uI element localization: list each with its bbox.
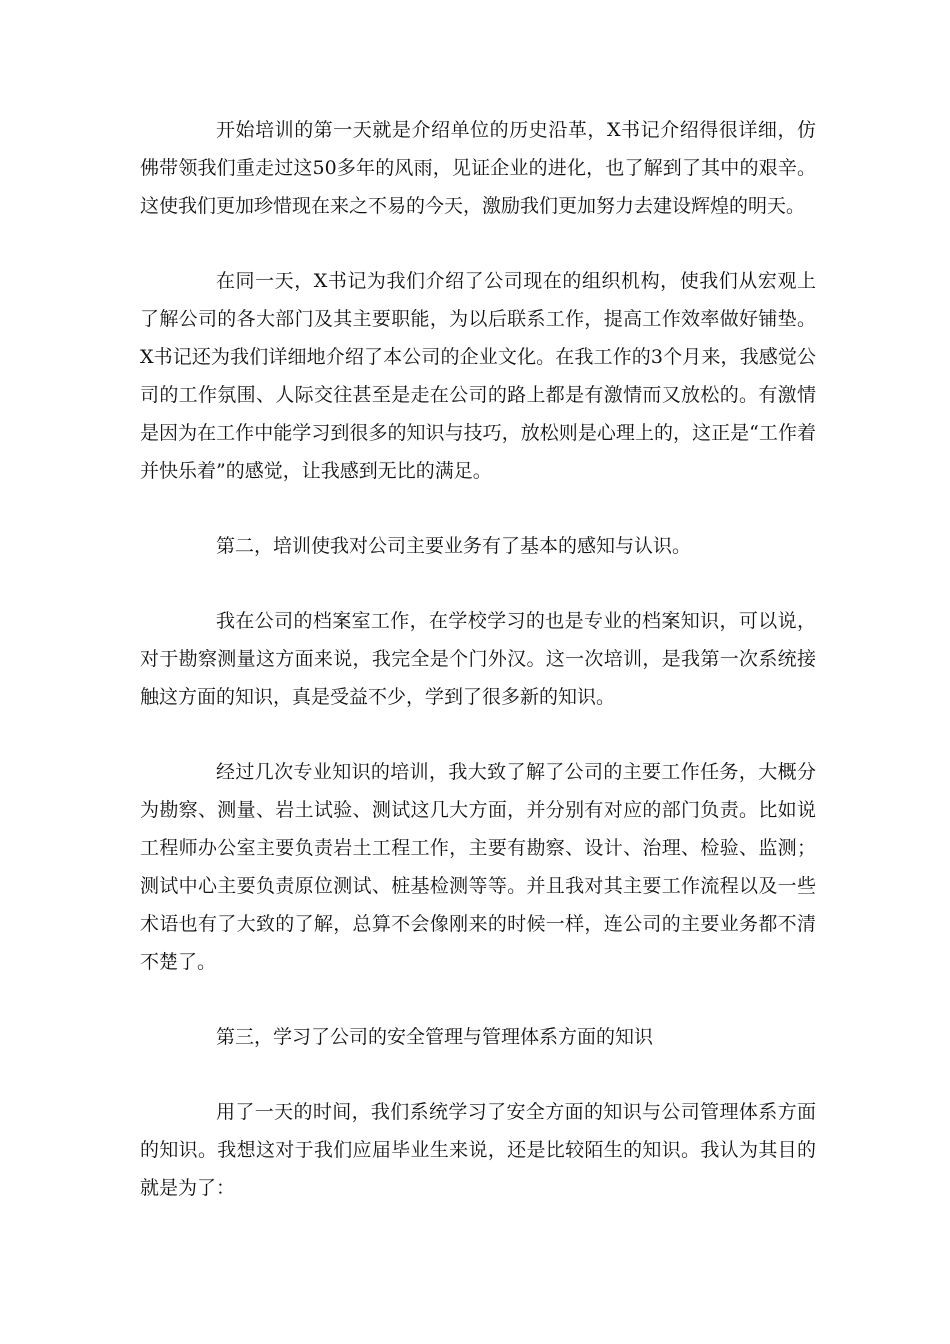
section-heading-second: 第二，培训使我对公司主要业务有了基本的感知与认识。 <box>216 535 692 557</box>
paragraph-history-intro: 开始培训的第一天就是介绍单位的历史沿革，X书记介绍得很详细，仿佛带领我们重走过这50多年的风雨，见证企业的进化，也了解到了其中的艰辛。这使我们更加珍惜现在来之不易的今天，激励我们更加努力去建设辉煌的明天。 <box>140 119 816 217</box>
paragraph-safety-management: 用了一天的时间，我们系统学习了安全方面的知识与公司管理体系方面的知识。我想这对于我们应届毕业生来说，还是比较陌生的知识。我认为其目的就是为了： <box>140 1101 816 1199</box>
paragraph-spacer <box>140 1056 816 1093</box>
paragraph-spacer <box>140 565 816 602</box>
paragraph-spacer <box>140 490 816 527</box>
document-body <box>140 111 816 1207</box>
section-heading-third: 第三，学习了公司的安全管理与管理体系方面的知识 <box>216 1026 654 1048</box>
paragraph-organization-culture: 在同一天，X书记为我们介绍了公司现在的组织机构，使我们从宏观上了解公司的各大部门及其主要职能，为以后联系工作，提高工作效率做好铺垫。X书记还为我们详细地介绍了本公司的企业文化。在我工作的3个月来，我感觉公司的工作氛围、人际交往甚至是走在公司的路上都是有激情而又放松的。有激情是因为在工作中能学习到很多的知识与技巧，放松则是心理上的，这正是“工作着并快乐着”的感觉，让我感到无比的满足。 <box>140 270 816 482</box>
paragraph-spacer <box>140 225 816 262</box>
paragraph-business-training: 经过几次专业知识的培训，我大致了解了公司的主要工作任务，大概分为勘察、测量、岩土试验、测试这几大方面，并分别有对应的部门负责。比如说工程师办公室主要负责岩土工程工作，主要有勘察、设计、治理、检验、监测；测试中心主要负责原位测试、桩基检测等等。并且我对其主要工作流程以及一些术语也有了大致的了解，总算不会像刚来的时候一样，连公司的主要业务都不清不楚了。 <box>140 761 816 973</box>
paragraph-archive-work: 我在公司的档案室工作，在学校学习的也是专业的档案知识，可以说，对于勘察测量这方面来说，我完全是个门外汉。这一次培训，是我第一次系统接触这方面的知识，真是受益不少，学到了很多新的知识。 <box>140 610 816 708</box>
paragraph-spacer <box>140 981 816 1018</box>
paragraph-spacer <box>140 716 816 753</box>
